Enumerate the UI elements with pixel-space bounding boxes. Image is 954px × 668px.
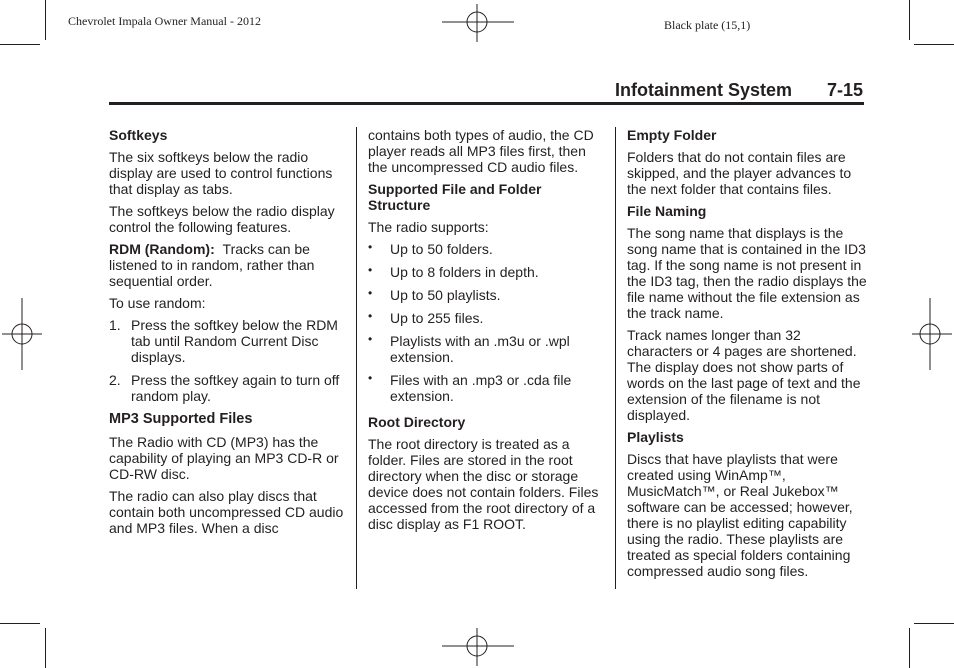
paragraph-rdm: [109, 241, 349, 289]
list-item: [109, 372, 349, 404]
bullet-icon: •: [368, 286, 373, 300]
list-item: [368, 310, 608, 326]
header-rule: [109, 102, 864, 105]
paragraph: Track names longer than 32 characters or 4 pages are shortened. The display does not show parts of words on the last page of text and the extension of the filename is not displayed.: [627, 327, 861, 423]
bullet-icon: •: [368, 309, 373, 323]
plate-label: Black plate (15,1): [664, 18, 751, 32]
registration-mark-icon: [442, 4, 514, 42]
paragraph: Discs that have playlists that were created using WinAmp™, MusicMatch™, or Real Jukebox™ software can be accessed; however, there is no playlist editing capability using the radio. These playlists are treated as special folders containing compressed audio song files.: [627, 451, 853, 579]
bullet-text: Up to 8 folders in depth.: [390, 264, 539, 280]
paragraph: The Radio with CD (MP3) has the capability of playing an MP3 CD-R or CD-RW disc.: [109, 434, 339, 482]
bullet-text: Up to 50 folders.: [390, 241, 493, 257]
step-number: 1.: [109, 317, 121, 333]
step-number: 2.: [109, 372, 121, 388]
heading-file-folder-structure: Supported File and Folder Structure: [368, 181, 542, 213]
registration-mark-icon: [2, 298, 42, 370]
bullet-icon: •: [368, 240, 373, 254]
bullet-icon: •: [368, 332, 373, 346]
crop-mark: [914, 44, 954, 45]
crop-mark: [909, 628, 910, 668]
column-3: [627, 127, 867, 585]
page-number: 7-15: [827, 80, 864, 100]
paragraph: The root directory is treated as a folder. Files are stored in the root directory when the disc or storage device does not contain folders. Files accessed from the root directory of a disc display as F1 ROOT.: [368, 436, 599, 532]
supports-list: [368, 241, 608, 404]
paragraph: contains both types of audio, the CD player reads all MP3 files first, then the uncompressed CD audio files.: [368, 127, 594, 175]
column-divider: [615, 127, 616, 589]
list-item: [368, 241, 608, 257]
bullet-text: Up to 255 files.: [390, 310, 484, 326]
bullet-icon: •: [368, 263, 373, 277]
paragraph: The six softkeys below the radio display are used to control functions that display as tabs.: [109, 149, 333, 197]
heading-playlists: Playlists: [627, 429, 684, 445]
crop-mark: [45, 628, 46, 668]
list-item: [368, 287, 608, 303]
paragraph: The song name that displays is the song name that is contained in the ID3 tag. If the song name is not present in the ID3 tag, then the radio displays the file name without the file extension as the track name.: [627, 225, 867, 321]
column-1: [109, 127, 349, 542]
paragraph: The softkeys below the radio display control the following features.: [109, 203, 335, 235]
rdm-label: RDM (Random):: [109, 241, 215, 257]
list-item: [368, 264, 608, 280]
rdm-text: Tracks can be listened to in random, rather than sequential order.: [109, 241, 315, 289]
paragraph: To use random:: [109, 295, 206, 311]
paragraph: Folders that do not contain files are skipped, and the player advances to the next folder that contains files.: [627, 149, 852, 197]
heading-file-naming: File Naming: [627, 203, 707, 219]
step-text: Press the softkey again to turn off random play.: [131, 372, 340, 404]
column-divider: [356, 127, 357, 589]
list-item: [368, 333, 608, 365]
column-2: [368, 127, 608, 538]
heading-softkeys: Softkeys: [109, 127, 168, 143]
step-text: Press the softkey below the RDM tab until Random Current Disc displays.: [131, 317, 338, 365]
manual-title: Chevrolet Impala Owner Manual - 2012: [68, 14, 261, 28]
list-item: [109, 317, 349, 365]
crop-mark: [909, 0, 910, 40]
crop-mark: [0, 623, 40, 624]
heading-empty-folder: Empty Folder: [627, 127, 717, 143]
crop-mark: [914, 623, 954, 624]
registration-mark-icon: [912, 298, 952, 370]
crop-mark: [0, 44, 40, 45]
heading-mp3-supported-files: MP3 Supported Files: [109, 411, 253, 427]
bullet-text: Playlists with an .m3u or .wpl extension.: [390, 333, 570, 365]
paragraph: The radio can also play discs that contain both uncompressed CD audio and MP3 files. When a disc: [109, 488, 344, 536]
bullet-text: Files with an .mp3 or .cda file extension.: [390, 372, 572, 404]
bullet-icon: •: [368, 371, 373, 385]
heading-root-directory: Root Directory: [368, 414, 466, 430]
list-item: [368, 372, 608, 404]
paragraph: The radio supports:: [368, 219, 489, 235]
registration-mark-icon: [442, 628, 514, 666]
crop-mark: [45, 0, 46, 40]
bullet-text: Up to 50 playlists.: [390, 287, 501, 303]
steps-list: [109, 317, 349, 404]
section-title: Infotainment System: [615, 80, 793, 100]
